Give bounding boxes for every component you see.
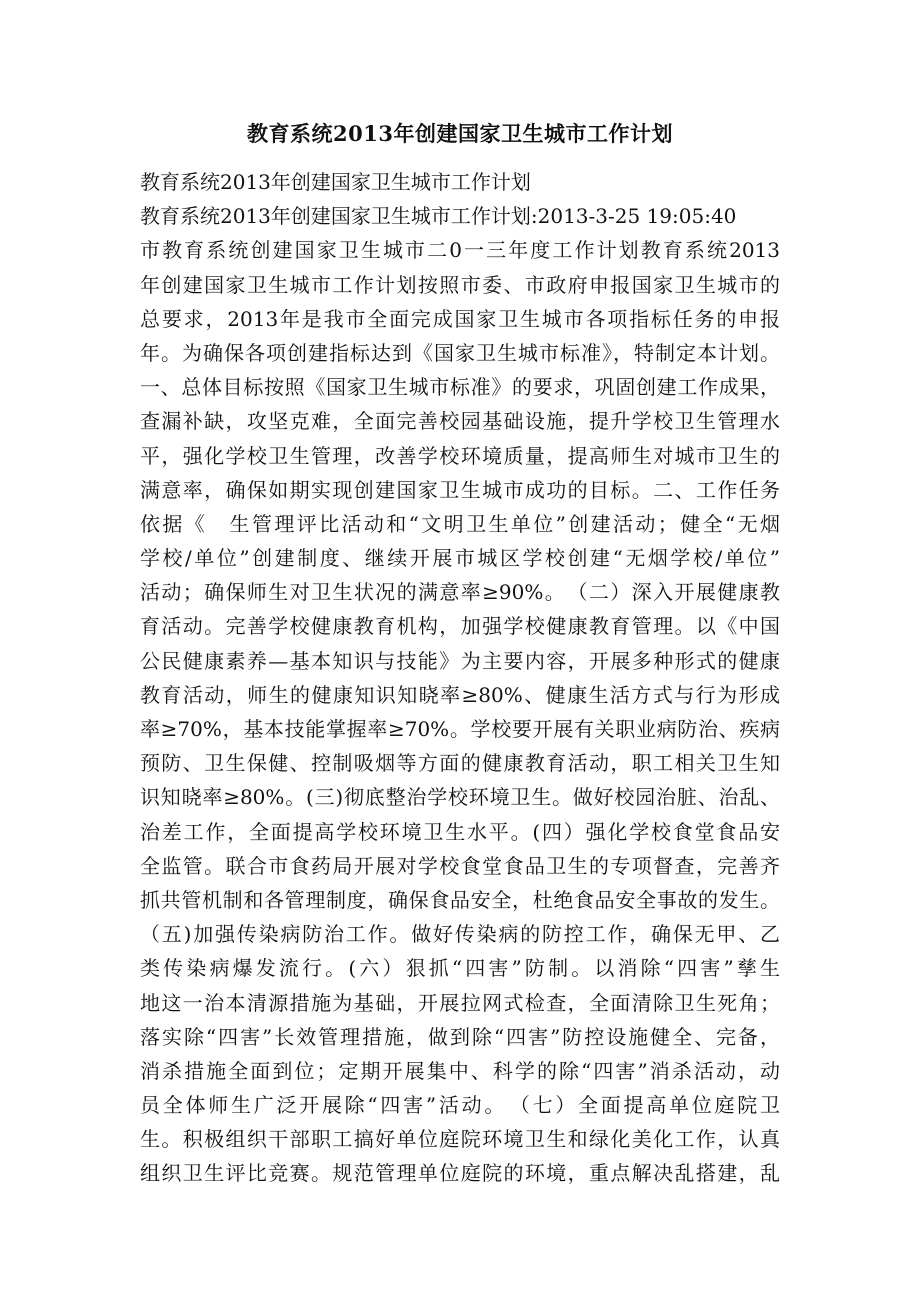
- body-line: 育活动。完善学校健康教育机构，加强学校健康教育管理。以《中国: [140, 614, 780, 639]
- body-line: 消杀措施全面到位；定期开展集中、科学的除“四害”消杀活动，动: [140, 1058, 780, 1083]
- body-line: 学校/单位”创建制度、继续开展市城区学校创建“无烟学校/单位”: [140, 546, 780, 571]
- body-line: 地这一治本清源措施为基础，开展拉网式检查，全面清除卫生死角；: [140, 990, 780, 1015]
- body-line: 员全体师生广泛开展除“四害”活动。 （七）全面提高单位庭院卫: [140, 1093, 780, 1118]
- body-line: 类传染病爆发流行。(六）狠抓“四害”防制。以消除“四害”孳生: [140, 956, 780, 981]
- document-body: [140, 165, 780, 1191]
- body-line: 预防、卫生保健、控制吸烟等方面的健康教育活动，职工相关卫生知: [140, 751, 780, 776]
- body-line: 年创建国家卫生城市工作计划按照市委、市政府申报国家卫生城市的: [140, 272, 780, 297]
- body-line: 活动；确保师生对卫生状况的满意率≥90%。 （二）深入开展健康教: [140, 580, 780, 605]
- body-line: 查漏补缺，攻坚克难，全面完善校园基础设施，提升学校卫生管理水: [140, 409, 780, 434]
- body-line: （五)加强传染病防治工作。做好传染病的防控工作，确保无甲、乙: [140, 922, 780, 947]
- body-line: 依据《 生管理评比活动和“文明卫生单位”创建活动；健全“无烟: [140, 511, 780, 536]
- body-line: 年。为确保各项创建指标达到《国家卫生城市标准》，特制定本计划。: [140, 340, 780, 365]
- body-line: 生。积极组织干部职工搞好单位庭院环境卫生和绿化美化工作，认真: [140, 1127, 780, 1152]
- body-line: 全监管。联合市食药局开展对学校食堂食品卫生的专项督查，完善齐: [140, 853, 780, 878]
- body-line: 落实除“四害”长效管理措施，做到除“四害”防控设施健全、完备，: [140, 1024, 780, 1049]
- body-line: 识知晓率≥80%。(三)彻底整治学校环境卫生。做好校园治脏、治乱、: [140, 785, 780, 810]
- body-line: 市教育系统创建国家卫生城市二0一三年度工作计划教育系统2013: [140, 238, 780, 263]
- body-line: 公民健康素养—基本知识与技能》为主要内容，开展多种形式的健康: [140, 648, 780, 673]
- body-line: 治差工作，全面提高学校环境卫生水平。(四）强化学校食堂食品安: [140, 819, 780, 844]
- body-line: 教育系统2013年创建国家卫生城市工作计划: [140, 170, 531, 194]
- body-line: 抓共管机制和各管理制度，确保食品安全，杜绝食品安全事故的发生。: [140, 887, 780, 912]
- body-line: 教育系统2013年创建国家卫生城市工作计划:2013-3-25 19:05:40: [140, 204, 737, 229]
- body-line: 率≥70%，基本技能掌握率≥70%。学校要开展有关职业病防治、疾病: [140, 717, 780, 741]
- body-line: 教育活动，师生的健康知识知晓率≥80%、健康生活方式与行为形成: [140, 682, 780, 707]
- document-title: 教育系统2013年创建国家卫生城市工作计划: [247, 121, 673, 146]
- body-line: 平，强化学校卫生管理，改善学校环境质量，提高师生对城市卫生的: [140, 443, 780, 468]
- body-line: 一、总体目标按照《国家卫生城市标准》的要求，巩固创建工作成果，: [140, 375, 780, 400]
- body-line: 满意率，确保如期实现创建国家卫生城市成功的目标。二、工作任务: [140, 477, 780, 502]
- body-line: 总要求，2013年是我市全面完成国家卫生城市各项指标任务的申报: [140, 306, 780, 331]
- body-line: 组织卫生评比竞赛。规范管理单位庭院的环境，重点解决乱搭建，乱: [140, 1161, 780, 1186]
